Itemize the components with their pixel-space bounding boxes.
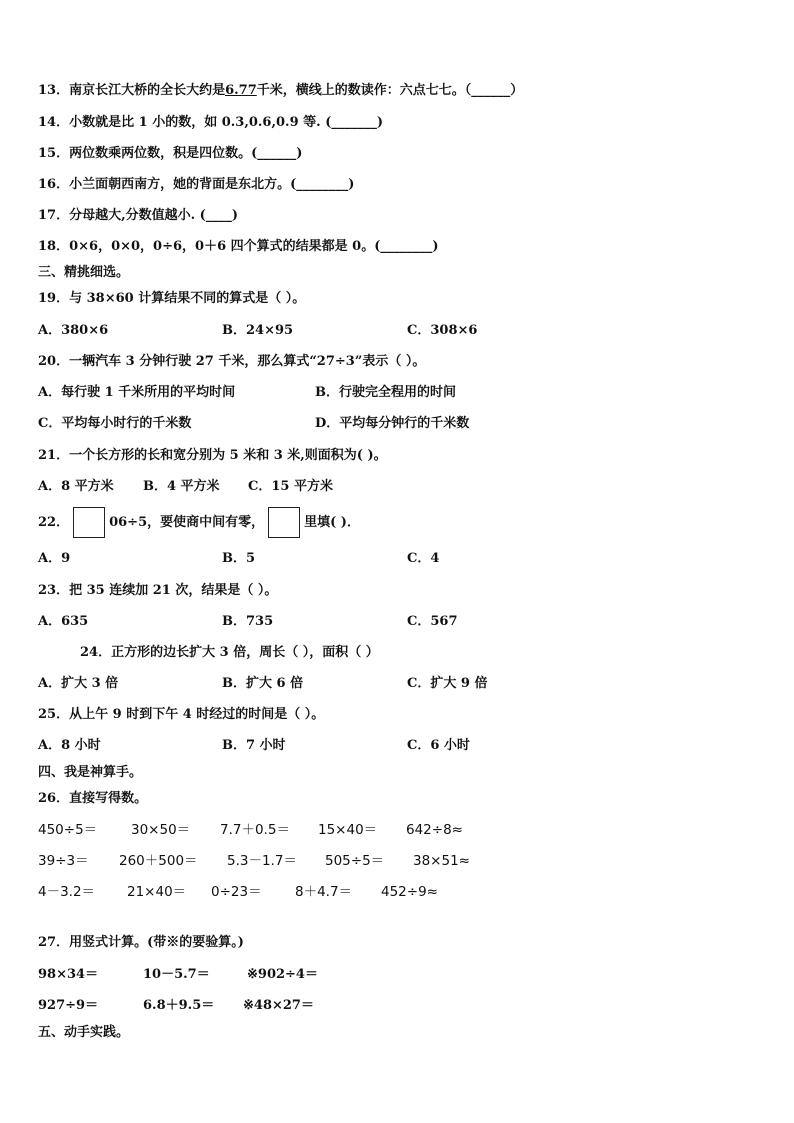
section-3-heading: 三、精挑细选。: [38, 265, 130, 280]
q25-option-a: A．8 小时: [38, 738, 101, 753]
section-4-heading: 四、我是神算手。: [38, 765, 143, 780]
question-18: [38, 238, 439, 256]
q16-number: 16．: [38, 177, 70, 192]
q13-underlined-number: 6.77: [225, 83, 257, 98]
question-25-stem: 25．从上午 9 时到下午 4 时经过的时间是（ ）。: [38, 707, 325, 722]
question-13: [38, 82, 523, 100]
vertical-calc-item: ※48×27＝: [243, 998, 314, 1013]
q17-text: 分母越大,分数值越小. (____): [69, 208, 238, 223]
q22-option-b: B．5: [222, 551, 256, 566]
question-21-stem: 21．一个长方形的长和宽分别为 5 米和 3 米,则面积为( )。: [38, 448, 387, 463]
calc-item: 0÷23＝: [211, 884, 262, 900]
q22-option-c: C．4: [407, 551, 440, 566]
question-20-stem: 20．一辆汽车 3 分钟行驶 27 千米，那么算式“27÷3”表示（ ）。: [38, 354, 426, 369]
vertical-calc-item: 6.8＋9.5＝: [143, 998, 215, 1013]
q24-option-b: B．扩大 6 倍: [222, 676, 304, 691]
section-5-heading: 五、动手实践。: [38, 1025, 130, 1040]
vertical-calc-item: 98×34＝: [38, 967, 99, 982]
q17-number: 17．: [38, 208, 70, 223]
q15-number: 15．: [38, 146, 70, 161]
q19-option-a: A．380×6: [38, 323, 109, 338]
question-23-stem: 23．把 35 连续加 21 次，结果是（ ）。: [38, 583, 278, 598]
vertical-calc-item: 10－5.7＝: [143, 967, 210, 982]
question-16: [38, 176, 354, 194]
calc-item: 30×50＝: [131, 822, 191, 838]
question-15: [38, 145, 302, 163]
question-19-stem: 19．与 38×60 计算结果不同的算式是（ ）。: [38, 291, 306, 306]
calc-item: 260＋500＝: [119, 853, 198, 869]
q13-text-post: 千米，横线上的数读作：六点七七。（______）: [256, 83, 524, 98]
q14-text: 小数就是比 1 小的数，如 0.3,0.6,0.9 等. (_______): [69, 115, 383, 130]
q25-option-b: B．7 小时: [222, 738, 286, 753]
calc-item: 15×40＝: [318, 822, 378, 838]
vertical-calc-item: 927÷9＝: [38, 998, 99, 1013]
question-14: [38, 114, 383, 132]
calc-item: 38×51≈: [413, 853, 470, 869]
calc-item: 7.7＋0.5＝: [220, 822, 290, 838]
q19-option-c: C．308×6: [407, 323, 478, 338]
q13-number: 13．: [38, 83, 70, 98]
q24-option-a: A．扩大 3 倍: [38, 676, 119, 691]
q22-text-mid: 06÷5，要使商中间有零，: [109, 515, 265, 530]
q21-option-b: B．4 平方米: [143, 479, 220, 494]
q25-option-c: C．6 小时: [407, 738, 470, 753]
q21-option-c: C．15 平方米: [248, 479, 333, 494]
q23-option-c: C．567: [407, 614, 458, 629]
q20-option-b: B．行驶完全程用的时间: [315, 385, 456, 400]
calc-item: 21×40＝: [127, 884, 187, 900]
calc-item: 39÷3＝: [38, 853, 89, 869]
q22-blank-box-1: [73, 507, 105, 538]
q20-option-d: D．平均每分钟行的千米数: [315, 416, 470, 431]
vertical-calc-item: ※902÷4＝: [247, 967, 318, 982]
q22-text-end: 里填( )．: [304, 515, 360, 530]
q21-option-a: A．8 平方米: [38, 479, 114, 494]
q16-text: 小兰面朝西南方，她的背面是东北方。(________): [69, 177, 355, 192]
question-22-stem: [38, 507, 360, 538]
question-27-stem: 27．用竖式计算。(带※的要验算。): [38, 935, 244, 950]
q24-option-c: C．扩大 9 倍: [407, 676, 488, 691]
q19-option-b: B．24×95: [222, 323, 294, 338]
question-26-stem: 26．直接写得数。: [38, 791, 148, 806]
calc-item: 5.3－1.7＝: [227, 853, 297, 869]
q22-number: 22．: [38, 515, 70, 530]
calc-item: 450÷5＝: [38, 822, 98, 838]
calc-item: 642÷8≈: [406, 822, 463, 838]
q20-option-c: C．平均每小时行的千米数: [38, 416, 192, 431]
q15-text: 两位数乘两位数，积是四位数。(______): [69, 146, 303, 161]
calc-item: 8＋4.7＝: [295, 884, 353, 900]
q20-option-a: A．每行驶 1 千米所用的平均时间: [38, 385, 236, 400]
q14-number: 14．: [38, 115, 70, 130]
q22-option-a: A．9: [38, 551, 71, 566]
calc-item: 4－3.2＝: [38, 884, 96, 900]
question-17: [38, 207, 238, 225]
calc-item: 505÷5＝: [325, 853, 385, 869]
q13-text-pre: 南京长江大桥的全长大约是: [69, 83, 226, 98]
q22-blank-box-2: [268, 507, 300, 538]
q18-number: 18．: [38, 239, 70, 254]
q18-text: 0×6，0×0，0÷6，0＋6 四个算式的结果都是 0。(________): [69, 239, 439, 254]
q23-option-b: B．735: [222, 614, 274, 629]
question-24-stem: 24．正方形的边长扩大 3 倍，周长（ ），面积（ ）: [80, 645, 379, 660]
calc-item: 452÷9≈: [381, 884, 438, 900]
q23-option-a: A．635: [38, 614, 89, 629]
